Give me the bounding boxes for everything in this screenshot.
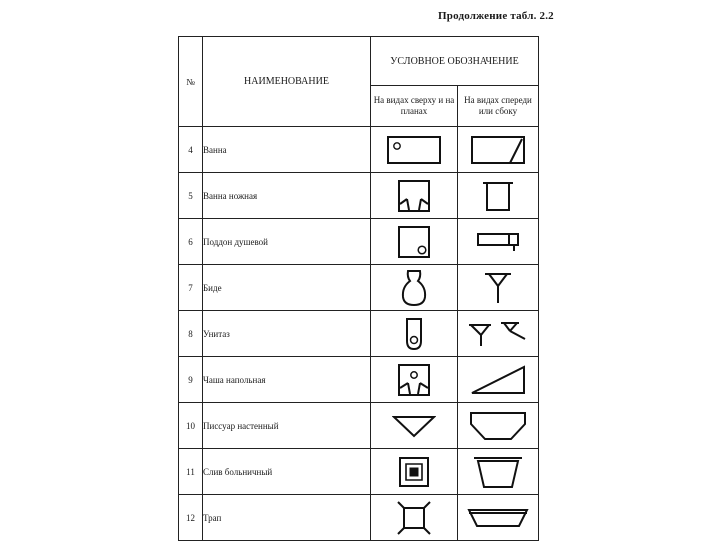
row-name: Унитаз [203,311,371,357]
hospital-drain-side-icon [472,455,524,489]
wall-urinal-side-icon [469,410,527,442]
header-number: № [179,37,203,127]
row-number: 9 [179,357,203,403]
bidet-plan-icon [400,269,428,307]
bathtub-plan-icon [386,135,442,165]
row-number: 8 [179,311,203,357]
row-number: 4 [179,127,203,173]
row-number: 6 [179,219,203,265]
toilet-side-icon [467,319,529,349]
row-number: 12 [179,495,203,541]
foot-bath-side-icon [481,180,515,212]
table-row [179,127,539,173]
table-row [179,403,539,449]
header-top-view: На видах сверху и на планах [371,86,458,127]
table-row [179,495,539,541]
row-name: Трап [203,495,371,541]
header-side-view: На видах спереди или сбоку [458,86,539,127]
floor-bowl-side-icon [470,365,526,395]
toilet-plan-icon [403,317,425,351]
row-number: 10 [179,403,203,449]
floor-drain-side-icon [467,507,529,529]
row-name: Чаша напольная [203,357,371,403]
row-name: Слив больничный [203,449,371,495]
bidet-side-icon [483,271,513,305]
row-name: Биде [203,265,371,311]
shower-tray-side-icon [476,231,520,253]
row-number: 5 [179,173,203,219]
row-name: Писсуар настенный [203,403,371,449]
symbols-table [178,36,539,541]
hospital-drain-plan-icon [398,456,430,488]
table-row [179,449,539,495]
row-number: 11 [179,449,203,495]
header-symbol: УСЛОВНОЕ ОБОЗНАЧЕНИЕ [371,37,539,86]
floor-bowl-plan-icon [397,363,431,397]
wall-urinal-plan-icon [392,414,436,438]
table-row [179,311,539,357]
floor-drain-plan-icon [396,500,432,536]
table-row [179,357,539,403]
table-row [179,265,539,311]
bathtub-side-icon [470,135,526,165]
header-name: НАИМЕНОВАНИЕ [203,37,371,127]
table-caption: Продолжение табл. 2.2 [438,10,554,22]
row-number: 7 [179,265,203,311]
foot-bath-plan-icon [397,179,431,213]
shower-tray-plan-icon [397,225,431,259]
row-name: Ванна [203,127,371,173]
row-name: Поддон душевой [203,219,371,265]
table-row [179,173,539,219]
row-name: Ванна ножная [203,173,371,219]
table-row [179,219,539,265]
